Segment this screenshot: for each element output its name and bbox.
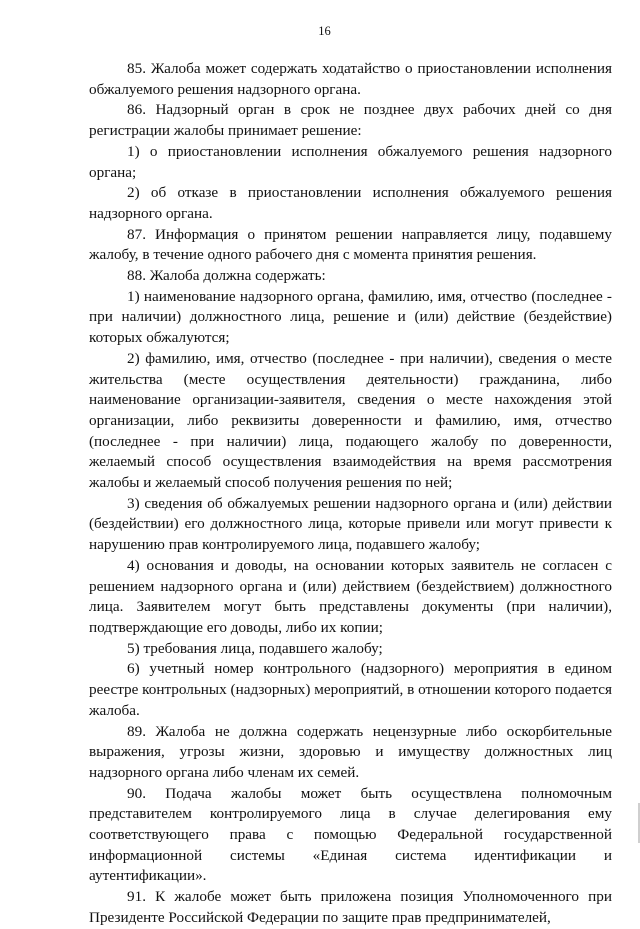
paragraph-88-item-3: 3) сведения об обжалуемых решении надзорного органа и (или) действии (бездействии) его должностного лица, которые привели или могут привести к нарушению прав контролируемого лица, подавшего жалобу; — [89, 494, 612, 554]
paragraph-91: 91. К жалобе может быть приложена позиция Уполномоченного при Президенте Российской Федерации по защите прав предпринимателей, — [89, 888, 612, 926]
paragraph-85: 85. Жалоба может содержать ходатайство о приостановлении исполнения обжалуемого решения надзорного органа. — [89, 60, 612, 98]
paragraph-88-item-2: 2) фамилию, имя, отчество (последнее - при наличии), сведения о месте жительства (месте осуществления деятельности) гражданина, либо наименование организации-заявителя, сведения о месте нахождения этой организации, либо реквизиты доверенности и фамилию, имя, отчество (последнее - при наличии) лица, подающего жалобу по доверенности, желаемый способ осуществления взаимодействия на время рассмотрения жалобы и желаемый способ получения решения по ней; — [89, 349, 612, 492]
paragraph-89: 89. Жалоба не должна содержать нецензурные либо оскорбительные выражения, угрозы жизни, здоровью и имуществу должностных лиц надзорного органа либо членам их семей. — [89, 722, 612, 781]
paragraph-86-item-1: 1) о приостановлении исполнения обжалуемого решения надзорного органа; — [89, 142, 612, 181]
paragraph-88: 88. Жалоба должна содержать: — [127, 267, 326, 285]
document-body — [89, 59, 612, 929]
paragraph-86-item-2: 2) об отказе в приостановлении исполнения обжалуемого решения надзорного органа. — [89, 184, 612, 222]
paragraph-86: 86. Надзорный орган в срок не позднее двух рабочих дней со дня регистрации жалобы принимает решение: — [89, 101, 612, 140]
page-number: 16 — [318, 24, 331, 38]
paragraph-88-item-6: 6) учетный номер контрольного (надзорного) мероприятия в едином реестре контрольных (надзорных) мероприятий, в отношении которого подается жалоба. — [89, 660, 612, 719]
paragraph-87: 87. Информация о принятом решении направляется лицу, подавшему жалобу, в течение одного рабочего дня с момента принятия решения. — [89, 225, 612, 264]
paragraph-88-item-4: 4) основания и доводы, на основании которых заявитель не согласен с решением надзорного органа и (или) действием (бездействием) должностного лица. Заявителем могут быть представлены документы (при наличии), подтверждающие его доводы, либо их копии; — [89, 556, 612, 636]
paragraph-88-item-1: 1) наименование надзорного органа, фамилию, имя, отчество (последнее - при наличии) должностного лица, решение и (или) действие (бездействие) которых обжалуются; — [89, 287, 612, 347]
paragraph-90: 90. Подача жалобы может быть осуществлена полномочным представителем контролируемого лица в случае делегирования ему соответствующего права с помощью Федеральной государственной информационной системы «Единая система идентификации и аутентификации». — [89, 784, 612, 885]
paragraph-88-item-5: 5) требования лица, подавшего жалобу; — [127, 639, 383, 657]
